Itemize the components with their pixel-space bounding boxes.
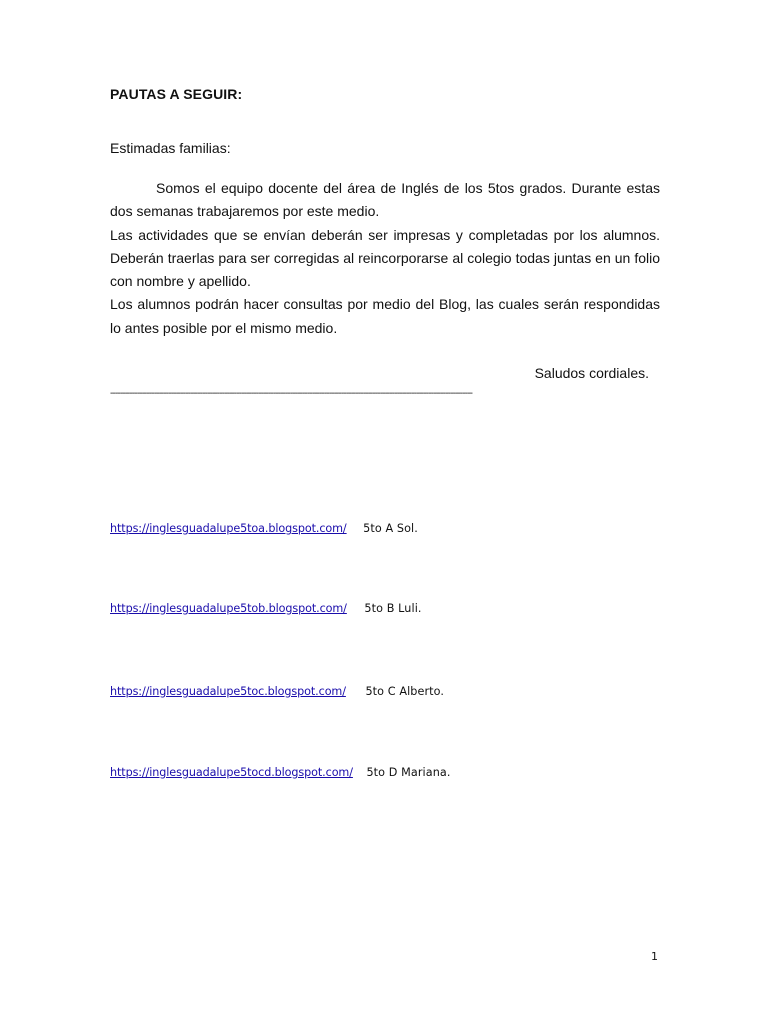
paragraph-blog: Los alumnos podrán hacer consultas por medio del Blog, las cuales serán respondidas lo antes posible por el mismo medio. bbox=[110, 296, 660, 336]
document-heading: PAUTAS A SEGUIR: bbox=[110, 86, 243, 102]
blog-label-5to-d: 5to D Mariana. bbox=[366, 766, 451, 779]
blog-link-5to-a[interactable]: https://inglesguadalupe5toa.blogspot.com/ bbox=[110, 522, 347, 535]
blog-row-5to-c bbox=[110, 685, 444, 698]
page-number: 1 bbox=[651, 950, 658, 963]
blog-row-5to-b bbox=[110, 602, 422, 615]
paragraph-intro: Somos el equipo docente del área de Inglés de los 5tos grados. Durante estas dos semanas trabajaremos por este medio. bbox=[110, 180, 660, 220]
blog-link-5to-d[interactable]: https://inglesguadalupe5tocd.blogspot.com/ bbox=[110, 766, 353, 779]
salutation: Estimadas familias: bbox=[110, 140, 231, 156]
separator-line: ----------------------------------------------------------------------------------------------------------------------------------------------------- bbox=[110, 389, 473, 399]
blog-label-5to-a: 5to A Sol. bbox=[363, 522, 418, 535]
letter-body bbox=[110, 177, 660, 340]
blog-link-5to-c[interactable]: https://inglesguadalupe5toc.blogspot.com/ bbox=[110, 685, 346, 698]
blog-label-5to-c: 5to C Alberto. bbox=[365, 685, 445, 698]
closing: Saludos cordiales. bbox=[534, 365, 649, 381]
blog-label-5to-b: 5to B Luli. bbox=[364, 602, 422, 615]
blog-link-5to-b[interactable]: https://inglesguadalupe5tob.blogspot.com/ bbox=[110, 602, 347, 615]
paragraph-activities: Las actividades que se envían deberán ser impresas y completadas por los alumnos. Deberán traerlas para ser corregidas al reincorporarse al colegio todas juntas en un folio con nombre y apellido. bbox=[110, 226, 660, 290]
blog-row-5to-d bbox=[110, 766, 451, 779]
blog-row-5to-a bbox=[110, 522, 418, 535]
